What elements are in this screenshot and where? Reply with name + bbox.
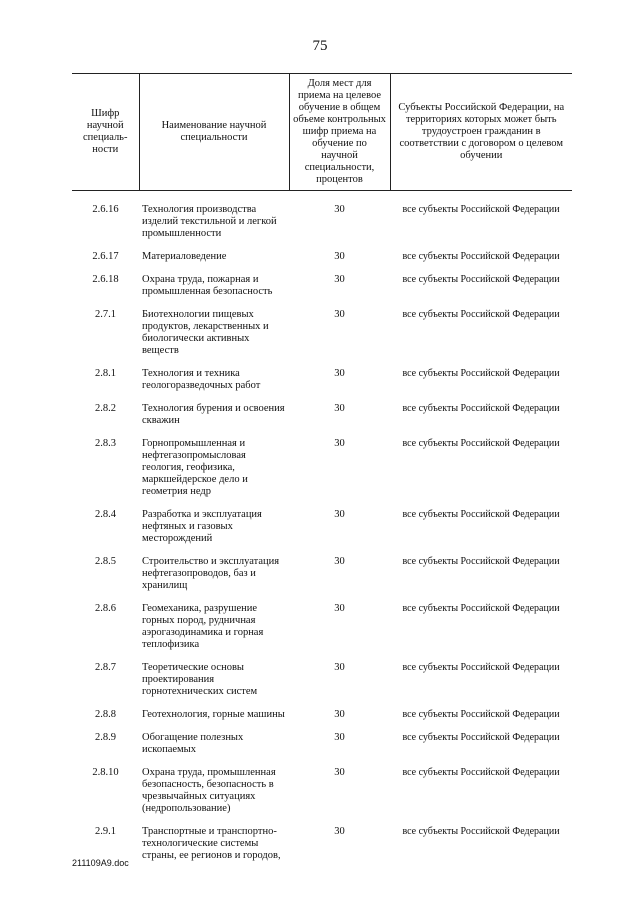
cell-code: 2.8.6 [95,603,116,614]
cell-name: Охрана труда, пожарная и промышленная безопасность [142,274,273,297]
cell-subjects: все субъекты Российской Федерации [402,204,560,215]
cell-share: 30 [334,368,345,379]
table-row [72,403,572,438]
cell-code: 2.8.4 [95,509,116,520]
page-number: 75 [312,38,328,54]
table-row [72,826,572,873]
table-row [72,368,572,403]
cell-subjects: все субъекты Российской Федерации [402,767,560,778]
cell-name: Геомеханика, разрушение горных пород, рудничная аэрогазодинамика и горная теплофизика [142,603,264,650]
header-code: Шифр научной специаль- ности [72,74,139,191]
cell-subjects: все субъекты Российской Федерации [402,368,560,379]
cell-code: 2.6.18 [92,274,119,285]
cell-name: Теоретические основы проектирования горнотехнических систем [142,662,258,697]
cell-share: 30 [334,826,345,837]
table-row [72,603,572,662]
cell-code: 2.8.5 [95,556,116,567]
table-row [72,251,572,274]
cell-share: 30 [334,251,345,262]
cell-code: 2.6.16 [92,204,119,215]
table-row [72,709,572,732]
table-row [72,556,572,603]
document-footer: 211109A9.doc [72,858,129,868]
cell-share: 30 [334,662,345,673]
specialties-table-container [72,73,572,873]
header-subjects: Субъекты Российской Федерации, на территориях которых может быть трудоустроен гражданин в соответствии с договором о целевом обучении [390,74,572,191]
cell-subjects: все субъекты Российской Федерации [402,309,560,320]
cell-name: Обогащение полезных ископаемых [142,732,244,755]
cell-name: Биотехнологии пищевых продуктов, лекарственных и биологически активных веществ [142,309,269,356]
cell-name: Горнопромышленная и нефтегазопромысловая геология, геофизика, маркшейдерское дело и геометрия недр [142,438,248,497]
cell-subjects: все субъекты Российской Федерации [402,662,560,673]
table-row [72,767,572,826]
cell-name: Разработка и эксплуатация нефтяных и газовых месторождений [142,509,262,544]
header-share: Доля мест для приема на целевое обучение в общем объеме контрольных шифр приема на обучение по научной специальности, процентов [289,74,390,191]
table-row [72,732,572,767]
cell-subjects: все субъекты Российской Федерации [402,732,560,743]
cell-name: Технология бурения и освоения скважин [142,403,285,426]
cell-subjects: все субъекты Российской Федерации [402,509,560,520]
table-body [72,191,572,874]
cell-share: 30 [334,403,345,414]
cell-code: 2.8.3 [95,438,116,449]
cell-subjects: все субъекты Российской Федерации [402,438,560,449]
header-name: Наименование научной специальности [139,74,289,191]
cell-code: 2.8.9 [95,732,116,743]
cell-share: 30 [334,274,345,285]
cell-subjects: все субъекты Российской Федерации [402,603,560,614]
table-row [72,662,572,709]
cell-code: 2.7.1 [95,309,116,320]
cell-name: Строительство и эксплуатация нефтегазопроводов, баз и хранилищ [142,556,280,591]
cell-code: 2.8.7 [95,662,116,673]
cell-subjects: все субъекты Российской Федерации [402,274,560,285]
cell-name: Охрана труда, промышленная безопасность, безопасность в чрезвычайных ситуациях (недропользование) [142,767,276,814]
cell-subjects: все субъекты Российской Федерации [402,826,560,837]
table-row [72,509,572,556]
table-row [72,309,572,368]
cell-subjects: все субъекты Российской Федерации [402,251,560,262]
specialties-table [72,73,572,873]
table-row [72,438,572,509]
cell-name: Материаловедение [142,251,227,262]
table-header [72,74,572,191]
cell-subjects: все субъекты Российской Федерации [402,556,560,567]
cell-subjects: все субъекты Российской Федерации [402,403,560,414]
cell-name: Технология производства изделий текстильной и легкой промышленности [142,204,277,239]
cell-code: 2.6.17 [92,251,119,262]
cell-share: 30 [334,438,345,449]
cell-share: 30 [334,509,345,520]
cell-code: 2.8.2 [95,403,116,414]
table-row [72,274,572,309]
cell-share: 30 [334,709,345,720]
cell-name: Геотехнология, горные машины [142,709,285,720]
cell-name: Транспортные и транспортно-технологические системы страны, ее регионов и городов, [142,826,281,861]
cell-code: 2.9.1 [95,826,116,837]
cell-share: 30 [334,767,345,778]
cell-code: 2.8.10 [92,767,119,778]
table-row [72,191,572,252]
cell-share: 30 [334,204,345,215]
cell-share: 30 [334,603,345,614]
header-row [72,74,572,191]
cell-code: 2.8.8 [95,709,116,720]
cell-name: Технология и техника геологоразведочных работ [142,368,261,391]
cell-share: 30 [334,556,345,567]
cell-code: 2.8.1 [95,368,116,379]
cell-share: 30 [334,309,345,320]
cell-share: 30 [334,732,345,743]
cell-subjects: все субъекты Российской Федерации [402,709,560,720]
